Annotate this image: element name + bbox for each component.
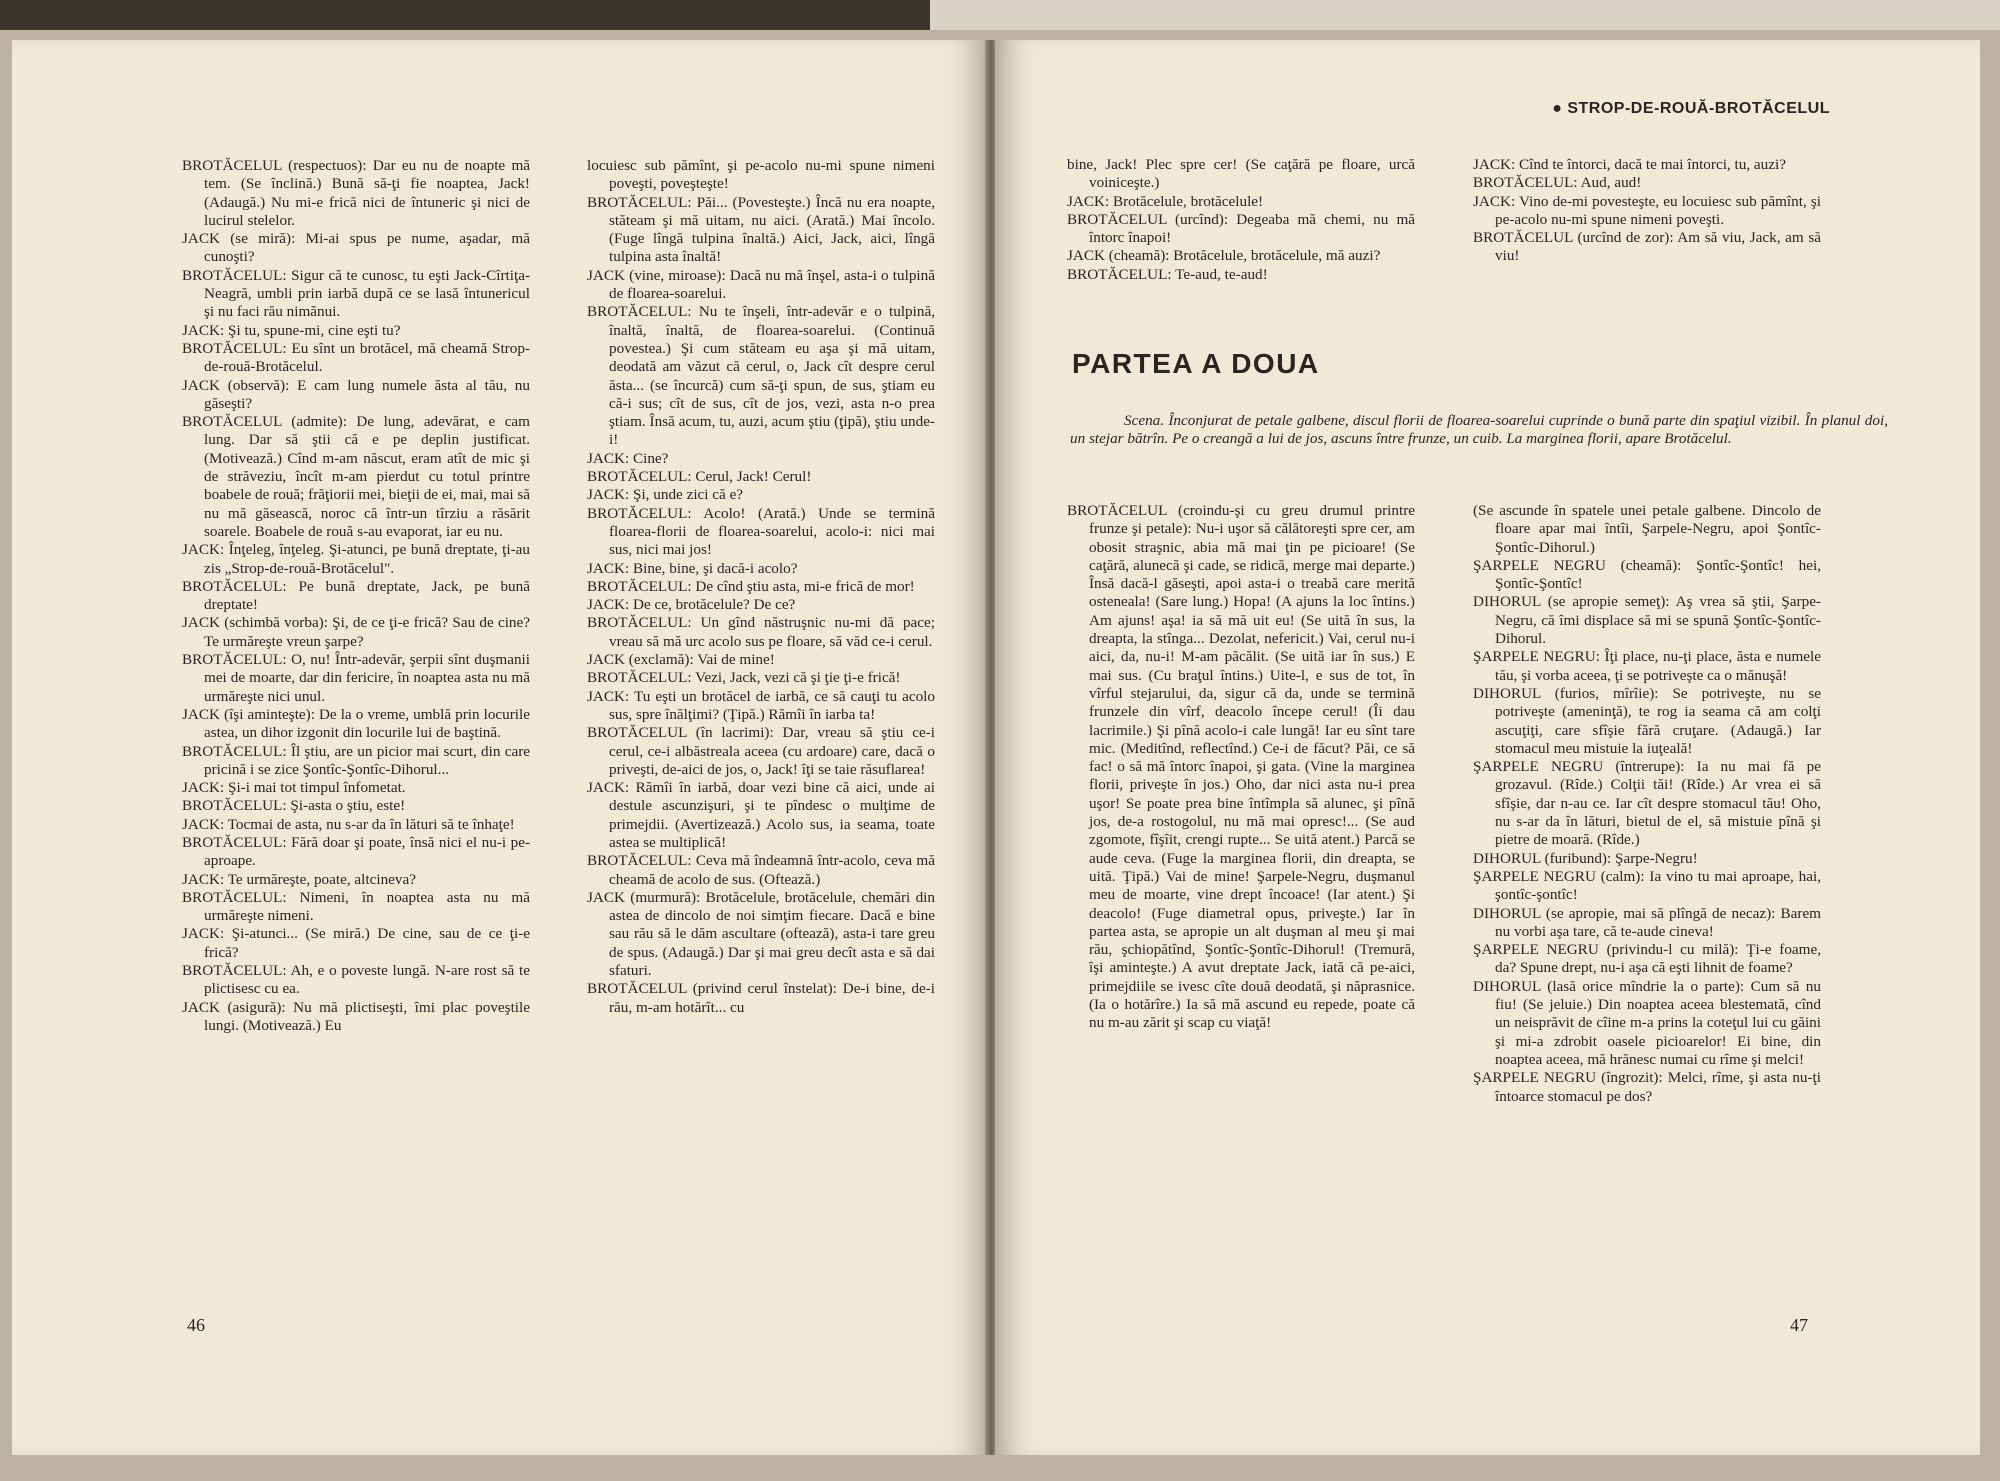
running-head: ● STROP-DE-ROUĂ-BROTĂCELUL — [1552, 100, 1830, 117]
dialogue-line: JACK: Rămîi în iarbă, doar vezi bine că aici, unde ai destule ascunzişuri, şi te pîndesc o mulţime de primejdii. (Avertizează.) Acolo sus, ia seama, toate astea se multiplică! — [587, 779, 935, 851]
page-number-right: 47 — [1790, 1315, 1808, 1335]
dialogue-line: JACK: Te urmăreşte, poate, altcineva? — [182, 870, 416, 888]
dialogue-line: JACK (se miră): Mi-ai spus pe nume, aşadar, mă cunoşti? — [182, 230, 530, 266]
dialogue-line: JACK: Brotăcelule, brotăcelule! — [1067, 192, 1264, 210]
dialogue-line: BROTĂCELUL: Eu sînt un brotăcel, mă cheamă Strop-de-rouă-Brotăcelul. — [182, 339, 530, 376]
dialogue-line: JACK (îşi aminteşte): De la o vreme, umblă prin locurile astea, un dihor izgonit din locurile lui de baştină. — [182, 705, 530, 742]
dialogue-line: JACK (asigură): Nu mă plictiseşti, îmi plac poveştile lungi. (Motivează.) Eu — [182, 998, 530, 1034]
dialogue-line: DIHORUL (lasă orice mîndrie la o parte): Cum să nu fiu! (Se jeluie.) Din noaptea aceea blestemată, cînd un neisprăvit de cîine m-a prins la coteţul lui cu găini şi mi-a zdrobit oasele picioarelor! Ei bine, din noaptea aceea, mă hrănesc numai cu rîme şi melci! — [1473, 977, 1821, 1068]
dialogue-line: BROTĂCELUL: Ceva mă îndeamnă într-acolo, ceva mă cheamă de acolo de sus. (Oftează.) — [587, 852, 935, 888]
dialogue-line: ŞARPELE NEGRU (privindu-l cu milă): Ţi-e foame, da? Spune drept, nu-i aşa că eşti lihnit de foame? — [1473, 941, 1821, 977]
right-top-column-1 — [1067, 156, 1415, 284]
dialogue-line: JACK: Cine? — [587, 449, 669, 467]
dialogue-line: BROTĂCELUL (urcînd): Degeaba mă chemi, nu mă întorc înapoi! — [1067, 210, 1415, 247]
dialogue-line: BROTĂCELUL: Acolo! (Arată.) Unde se termină floarea-florii de floarea-soarelui, acolo-i: nici mai sus, nici mai jos! — [587, 504, 935, 559]
dialogue-line: JACK: Cînd te întorci, dacă te mai întorci, tu, auzi? — [1473, 156, 1786, 173]
dialogue-line: ŞARPELE NEGRU (cheamă): Şontîc-Şontîc! hei, Şontîc-Şontîc! — [1473, 556, 1821, 593]
dialogue-line: JACK: Şi-atunci... (Se miră.) De cine, sau de ce ţi-e frică? — [182, 925, 530, 961]
dialogue-line: JACK: Bine, bine, şi dacă-i acolo? — [587, 559, 798, 577]
dialogue-line: BROTĂCELUL: Vezi, Jack, vezi că şi ţie ţi-e frică! — [587, 669, 901, 687]
dialogue-line: locuiesc sub pămînt, şi pe-acolo nu-mi spune nimeni poveşti, poveşteşte! — [587, 157, 935, 193]
dialogue-line: JACK: Vino de-mi povesteşte, eu locuiesc sub pămînt, şi pe-acolo nu-mi spune nimeni poveşti. — [1473, 192, 1821, 228]
dialogue-line: BROTĂCELUL: Cerul, Jack! Cerul! — [587, 468, 812, 486]
dialogue-line: BROTĂCELUL (privind cerul înstelat): De-i bine, de-i rău, m-am hotărît... cu — [587, 980, 935, 1016]
dialogue-line: BROTĂCELUL: O, nu! Într-adevăr, şerpii sînt duşmanii mei de moarte, dar din fericire, în noaptea asta nu mă urmăreşte nici unul. — [182, 651, 530, 705]
dialogue-line: BROTĂCELUL: Te-aud, te-aud! — [1067, 265, 1268, 283]
dialogue-line: BROTĂCELUL: Fără doar şi poate, însă nici el nu-i pe-aproape. — [182, 833, 530, 870]
dialogue-line: BROTĂCELUL (urcînd de zor): Am să viu, Jack, am să viu! — [1473, 229, 1821, 265]
dialogue-line: BROTĂCELUL: Nu te înşeli, într-adevăr e o tulpină, înaltă, înaltă, de floarea-soarelui. (Continuă povestea.) Şi cum stăteam eu aşa şi mă uitam, deodată am văzut că cerul, o, Jack cît despre cerul ăsta... (se încurcă) cum să-ţi spun, de sus, ştiam eu că-i sus; cît de sus, cît de jos, vezi, asta n-o prea ştiam. Însă acum, tu, auzi, acum ştiu (ţipă), ştiu unde-i! — [587, 303, 935, 449]
dialogue-line: BROTĂCELUL (respectuos): Dar eu nu de noapte mă tem. (Se înclină.) Bună să-ţi fie noaptea, Jack! (Adaugă.) Nu mi-e frică nici de întuneric şi nici de lucirul stelelor. — [182, 157, 530, 229]
dialogue-line: DIHORUL (furios, mîrîie): Se potriveşte, nu se potriveşte (ameninţă), te rog ia seama că am colţi ascuţiţi, care sfîşie fără cruţare. (Adaugă.) Iar stomacul meu mistuie la iuţeală! — [1473, 684, 1821, 757]
dialogue-line: ŞARPELE NEGRU (întrerupe): Ia nu mai fă pe grozavul. (Rîde.) Colţii tăi! (Rîde.) Ar vrea ei să sfîşie, dar n-au ce. Iar cît despre stomacul tău! Oho, nu s-ar da în lături, bietul de el, să mistuie pînă şi pietre de moară. (Rîde.) — [1473, 758, 1821, 849]
right-top-column-2 — [1473, 156, 1821, 266]
dialogue-line: BROTĂCELUL: Nimeni, în noaptea asta nu mă urmăreşte nimeni. — [182, 888, 530, 925]
dialogue-line: JACK: Şi tu, spune-mi, cine eşti tu? — [182, 321, 401, 339]
dialogue-line: DIHORUL (se apropie semeţ): Aş vrea să ştii, Şarpe-Negru, că îmi displace să mi se spună Şontîc-Şontîc-Dihorul. — [1473, 593, 1821, 648]
dialogue-line: DIHORUL (furibund): Şarpe-Negru! — [1473, 849, 1698, 867]
dialogue-line: BROTĂCELUL (admite): De lung, adevărat, e cam lung. Dar să ştii că e pe deplin justificat. (Motivează.) Cînd m-am născut, eram atît de mic şi de străveziu, încît m-am pierdut cu totul printre boabele de rouă; frăţiorii mei, bieţii de ei, mai, mai să nu mă găsească, noroc că într-un tîrziu a răsărit soarele. Boabele de rouă s-au evaporat, iar eu nu. — [182, 413, 530, 540]
dialogue-line: JACK (cheamă): Brotăcelule, brotăcelule, mă auzi? — [1067, 247, 1381, 265]
dialogue-line: BROTĂCELUL: Pe bună dreptate, Jack, pe bună dreptate! — [182, 577, 530, 614]
dialogue-line: JACK: Înţeleg, înţeleg. Şi-atunci, pe bună dreptate, ţi-au zis „Strop-de-rouă-Brotăcelul". — [182, 541, 530, 577]
dialogue-line: JACK (murmură): Brotăcelule, brotăcelule, chemări din astea de dincolo de noi simţim fiecare. Dacă e bine sau rău să le dăm ascultare (oftează), asta-i tare greu de spus. (Adaugă.) Dar şi mai greu decît asta e să dai sfaturi. — [587, 888, 935, 980]
dialogue-line: JACK (schimbă vorba): Şi, de ce ţi-e frică? Sau de cine? Te urmăreşte vreun şarpe? — [182, 614, 530, 650]
dialogue-line: ŞARPELE NEGRU (calm): Ia vino tu mai aproape, hai, şontîc-şontîc! — [1473, 867, 1821, 904]
dialogue-line: BROTĂCELUL: Îl ştiu, are un picior mai scurt, din care pricină i se zice Şontîc-Şontîc-Dihorul... — [182, 742, 530, 778]
dialogue-line: BROTĂCELUL: Păi... (Povesteşte.) Încă nu era noapte, stăteam şi mă uitam, nu aici. (Arată.) Mai încolo. (Fuge lîngă tulpina înaltă.) Aici, Jack, aici, lîngă tulpina asta înaltă! — [587, 193, 935, 266]
part-title: PARTEA A DOUA — [1072, 348, 1320, 379]
dialogue-line: BROTĂCELUL (croindu-şi cu greu drumul printre frunze şi petale): Nu-i uşor să călătoreşti spre cer, am obosit straşnic, abia mă mai ţin pe picioare! (Se caţără, alunecă şi cade, se ridică, merge mai departe.) Însă dacă-l găseşti, apoi asta-i o treabă care merită osteneala! (Sare lung.) Hopa! (A ajuns la loc întins.) Am ajuns! aşa! ia să mă uit eu! (Se uită în sus, la dreapta, la stînga... Dezolat, nefericit.) Vai, cerul nu-i aici, da, nu-i! M-am păcălit. (Se uită iar în sus.) E mai sus. (Cu braţul întins.) Uite-l, e sus de tot, în vîrful stejarului, da, sigur că da, unde se termină frunzele din vîrf, deacolo începe cerul! (Îi dau lacrimile.) Şi pînă acolo-i cale lungă! Iar eu sînt tare mic. (Meditînd, reflectînd.) Ce-i de făcut? Păi, ce să fac! o să mă întorc înapoi, şi gata. (Vine la marginea florii, priveşte în jos.) Oho, dar nici asta nu-i prea uşor! Se poate prea bine întîmpla să alunec, şi pînă jos, de-a rostogolul, nu mă mai opresc!... (Se aud zgomote, fîşîit, crengi rupte... Se uită atent.) Parcă se aude ceva. (Fuge la marginea florii, din dreapta, se uită. Ţipă.) Vai de mine! Şarpele-Negru, duşmanul meu de moarte, vine drept încoace! (Iar atent.) Şi deacolo! (Fuge diametral opus, priveşte.) Iar în partea asta, se apropie un alt duşman al meu şi mai rău, şchiopătînd, Şontîc-Şontîc-Dihorul! (Tremură, îşi aminteşte.) A avut dreptate Jack, iată că pe-aici, primejdiile se ivesc cîte două deodată, şi năprasnice. (Ia o hotărîre.) Ia să mă ascund eu repede, poate că nu m-au zărit şi scap cu viaţă! — [1067, 502, 1415, 1032]
right-page — [995, 40, 1980, 1455]
dialogue-line: ŞARPELE NEGRU: Îţi place, nu-ţi place, ăsta e numele tău, şi vorba aceea, ţi se potriveşte ca o mănuşă! — [1473, 648, 1821, 684]
dialogue-line: JACK (vine, miroase): Dacă nu mă înşel, asta-i o tulpină de floarea-soarelui. — [587, 266, 935, 303]
dialogue-line: (Se ascunde în spatele unei petale galbene. Dincolo de floare apar mai întîi, Şarpele-Negru, apoi Şontîc-Şontîc-Dihorul.) — [1473, 502, 1821, 556]
dialogue-line: JACK (exclamă): Vai de mine! — [587, 651, 775, 669]
dialogue-line: ŞARPELE NEGRU (îngrozit): Melci, rîme, şi asta nu-ţi întoarce stomacul pe dos? — [1473, 1069, 1821, 1105]
top-edge-light — [930, 0, 2000, 30]
dialogue-line: JACK: De ce, brotăcelule? De ce? — [587, 596, 796, 614]
scene-description: Scena. Înconjurat de petale galbene, discul florii de floarea-soarelui cuprinde o bună parte din spaţiul vizibil. În planul doi, un stejar bătrîn. Pe o creangă a lui de jos, ascuns între frunze, un cuib. La marginea florii, apare Brotăcelul. — [1070, 412, 1888, 448]
dialogue-line: BROTĂCELUL (în lacrimi): Dar, vreau să ştiu ce-i cerul, ce-i albăstreala aceea (cu ardoare) care, dacă o priveşti, de-aici de jos, o, Jack! îţi se taie răsuflarea! — [587, 724, 935, 778]
dialogue-line: BROTĂCELUL: Şi-asta o ştiu, este! — [182, 797, 406, 815]
dialogue-line: BROTĂCELUL: De cînd ştiu asta, mi-e frică de mor! — [587, 577, 915, 595]
dialogue-line: BROTĂCELUL: Un gînd năstruşnic nu-mi dă pace; vreau să mă urc acolo sus pe floare, să văd ce-i cerul. — [587, 614, 935, 650]
right-column-1 — [1067, 502, 1415, 1033]
dialogue-line: JACK (observă): E cam lung numele ăsta al tău, nu găseşti? — [182, 376, 530, 412]
left-column-2 — [587, 157, 935, 1017]
dialogue-line: BROTĂCELUL: Aud, aud! — [1473, 174, 1642, 192]
left-column-1 — [182, 157, 530, 1035]
dialogue-line: BROTĂCELUL: Ah, e o poveste lungă. N-are rost să te plictisesc cu ea. — [182, 962, 530, 998]
left-page — [12, 40, 987, 1455]
dialogue-line: JACK: Şi, unde zici că e? — [587, 486, 744, 504]
right-column-2 — [1473, 502, 1821, 1106]
page-number-left: 46 — [187, 1315, 205, 1335]
dialogue-line: BROTĂCELUL: Sigur că te cunosc, tu eşti Jack-Cîrtiţa-Neagră, umbli prin iarbă după ce se lasă întunericul şi nu faci rău nimănui. — [182, 266, 530, 321]
dialogue-line: JACK: Tu eşti un brotăcel de iarbă, ce să cauţi tu acolo sus, spre înălţimi? (Ţipă.) Rămîi în iarba ta! — [587, 687, 935, 723]
dialogue-line: bine, Jack! Plec spre cer! (Se caţără pe floare, urcă voiniceşte.) — [1067, 156, 1415, 192]
dialogue-line: JACK: Şi-i mai tot timpul înfometat. — [182, 779, 406, 797]
dialogue-line: JACK: Tocmai de asta, nu s-ar da în lături să te înhaţe! — [182, 815, 515, 833]
dialogue-line: DIHORUL (se apropie, mai să plîngă de necaz): Barem nu vorbi aşa tare, că te-aude cineva! — [1473, 904, 1821, 940]
